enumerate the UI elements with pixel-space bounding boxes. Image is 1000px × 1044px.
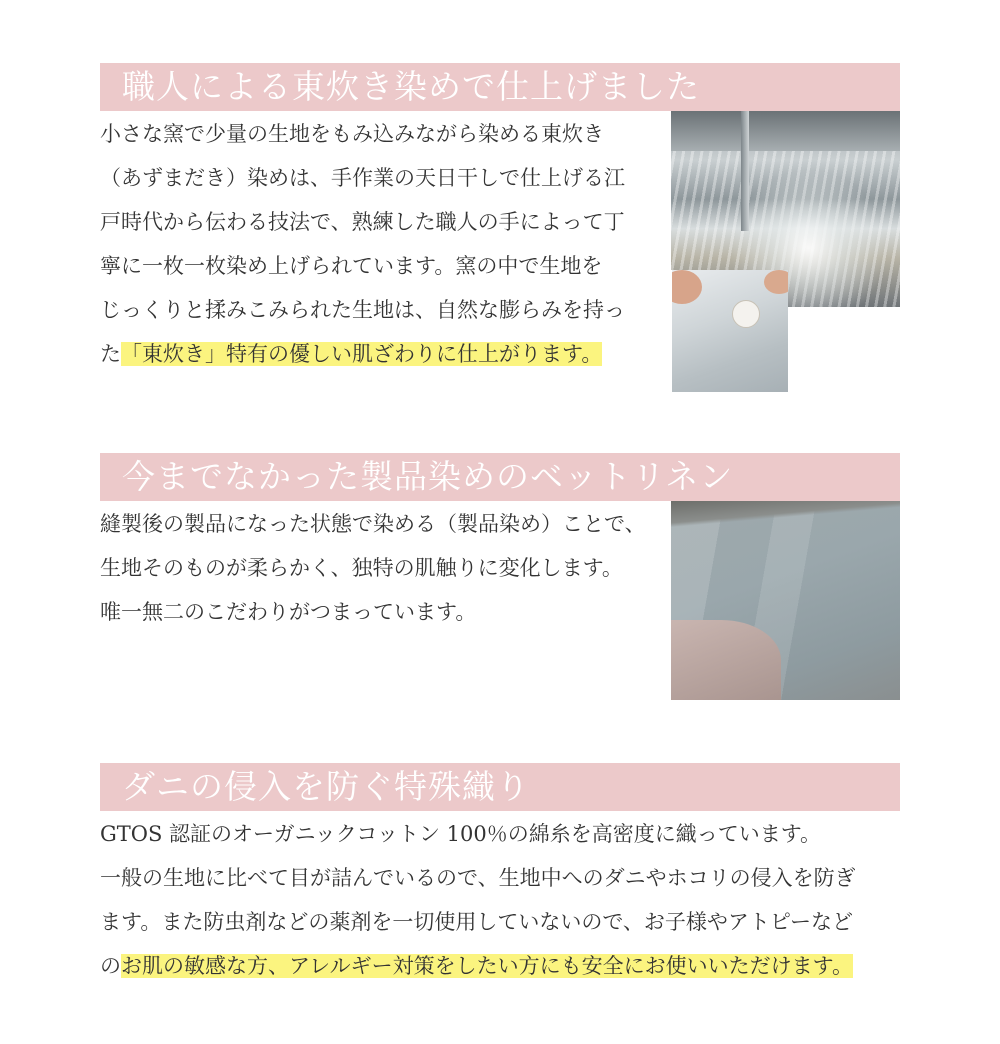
section2-line-2: 生地そのものが柔らかく、独特の肌触りに変化します。 [100, 556, 623, 580]
section3-line-2: 一般の生地に比べて目が詰んでいるので、生地中へのダニやホコリの侵入を防ぎ [100, 866, 856, 890]
section1-heading: 職人による東炊き染めで仕上げました [122, 67, 700, 106]
section1-line-5: じっくりと揉みこみられた生地は、自然な膨らみを持っ [100, 298, 625, 322]
hand-left [671, 270, 702, 304]
section2-line-1: 縫製後の製品になった状態で染める（製品染め）ことで、 [100, 512, 646, 536]
section3-line-4-prefix: の [100, 954, 121, 978]
vat-rim [671, 111, 900, 151]
linen-tag [732, 300, 760, 328]
section3-heading: ダニの侵入を防ぐ特殊織り [122, 767, 530, 806]
section1-line-2: （あずまだき）染めは、手作業の天日干しで仕上げる江 [100, 166, 625, 190]
hand-right [764, 270, 788, 294]
section3-text [100, 812, 856, 988]
bed-linen-photo [671, 501, 900, 700]
folded-linen-photo [671, 270, 788, 392]
section3-heading-banner [100, 763, 900, 811]
section3-line-4 [100, 944, 856, 988]
section3-line-3: ます。また防虫剤などの薬剤を一切使用していないので、お子様やアトピーなど [100, 910, 854, 934]
section3-line-1: GTOS 認証のオーガニックコットン 100％の綿糸を高密度に織っています。 [100, 822, 822, 846]
section1-line-6-prefix: た [100, 342, 121, 366]
section1-line-3: 戸時代から伝わる技法で、熟練した職人の手によって丁 [100, 210, 625, 234]
section3-highlight: お肌の敏感な方、アレルギー対策をしたい方にも安全にお使いいただけます。 [121, 954, 853, 978]
section1-heading-banner [100, 63, 900, 111]
vat-lid [741, 111, 749, 231]
section1-text [100, 112, 625, 376]
section1-line-4: 寧に一枚一枚染め上げられています。窯の中で生地を [100, 254, 603, 278]
bedcover [671, 620, 781, 700]
section1-line-6 [100, 332, 625, 376]
section1-highlight: 「東炊き」特有の優しい肌ざわりに仕上がります。 [121, 342, 603, 366]
section1-line-1: 小さな窯で少量の生地をもみ込みながら染める東炊き [100, 122, 604, 146]
section2-line-3: 唯一無二のこだわりがつまっています。 [100, 600, 477, 624]
section2-heading-banner [100, 453, 900, 501]
section2-text [100, 502, 646, 634]
section2-heading: 今までなかった製品染めのベットリネン [122, 457, 734, 496]
